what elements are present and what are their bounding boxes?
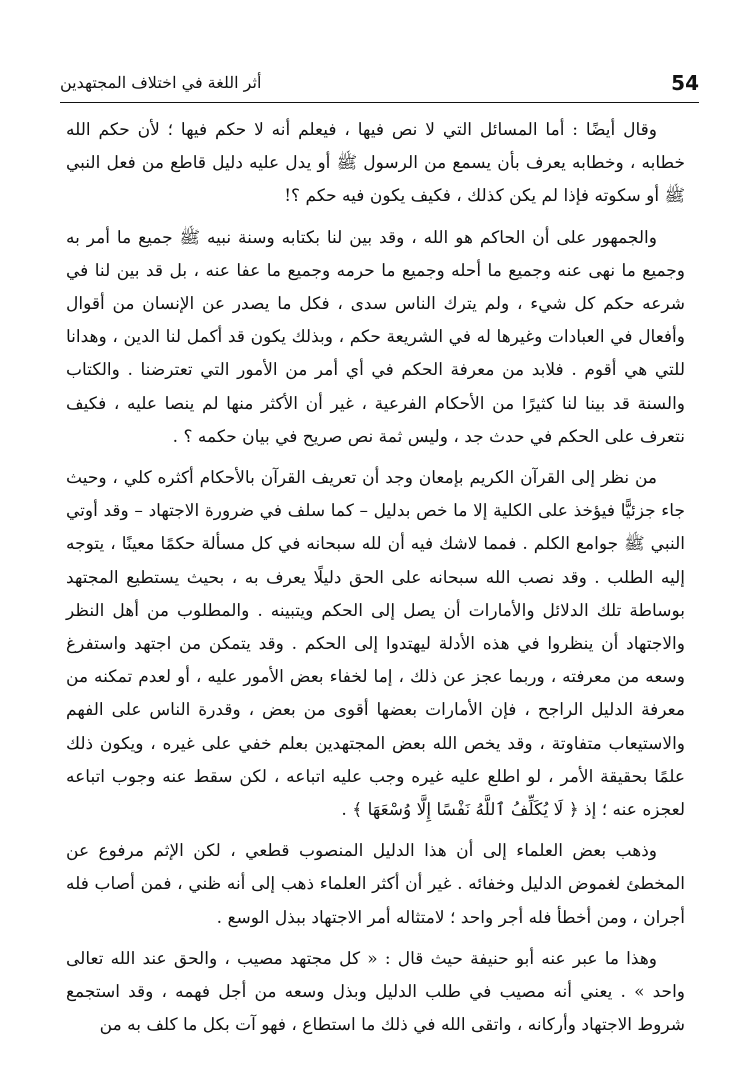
running-title: أثر اللغة في اختلاف المجتهدين — [60, 73, 262, 92]
paragraph: وذهب بعض العلماء إلى أن هذا الدليل المنصوب قطعي ، لكن الإثم مرفوع عن المخطئ لغموض الدليل وخفائه . غير أن أكثر العلماء ذهب إلى أنه ظني ، فمن أصاب فله أجران ، ومن أخطأ فله أجر واحد ؛ لامتثاله أمر الاجتهاد ببذل الوسع . — [66, 841, 685, 928]
paragraph: وهذا ما عبر عنه أبو حنيفة حيث قال : « كل مجتهد مصيب ، والحق عند الله تعالى واحد » . يعني أنه مصيب في طلب الدليل وبذل وسعه من أجل فهمه ، وقد استجمع شروط الاجتهاد وأركانه ، واتقى الله في ذلك ما استطاع ، فهو آت بكل ما كلف به من — [66, 948, 685, 1036]
paragraph: والجمهور على أن الحاكم هو الله ، وقد بين لنا بكتابه وسنة نبيه ﷺ جميع ما أمر به وجميع ما نهى عنه وجميع ما أحله وجميع ما حرمه وجميع ما عفا عنه ، بل قد بين لنا في شرعه حكم كل شيء ، ولم يترك الناس سدى ، فكل ما يصدر عن الإنسان من أقوال وأفعال في العبادات وغيرها له في الشريعة حكم ، وبذلك يكون قد أكمل لنا الدين ، وهدانا للتي هي أقوم . فلابد من معرفة الحكم في أي أمر من الأمور التي تعترضنا . والكتاب والسنة قد بينا لنا كثيرًا من الأحكام الفرعية ، غير أن الأكثر منها لم ينصا عليه ، فكيف نتعرف على الحكم في حدث جد ، وليس ثمة نص صريح في بيان حكمه ؟ . — [66, 227, 685, 447]
paragraph: وقال أيضًا : أما المسائل التي لا نص فيها ، فيعلم أنه لا حكم فيها ؛ لأن حكم الله خطابه ، وخطابه يعرف بأن يسمع من الرسول ﷺ أو يدل عليه دليل قاطع من فعل النبي ﷺ أو سكوته فإذا لم يكن كذلك ، فكيف يكون فيه حكم ؟! — [66, 120, 685, 207]
page-header — [60, 62, 699, 103]
page-number: 54 — [671, 71, 699, 95]
page-body — [66, 114, 685, 1050]
paragraph: من نظر إلى القرآن الكريم بإمعان وجد أن تعريف القرآن بالأحكام أكثره كلي ، وحيث جاء جزئيًّا فيؤخذ على الكلية إلا ما خص بدليل – كما سلف في ضرورة الاجتهاد – وقد أوتي النبي ﷺ جوامع الكلم . فمما لاشك فيه أن لله سبحانه في كل مسألة حكمًا معينًا ، يتوجه إليه الطلب . وقد نصب الله سبحانه على الحق دليلًا يعرف به ، بحيث يستطيع المجتهد بوساطة تلك الدلائل والأمارات أن يصل إلى الحكم ويتبينه . والمطلوب من أهل النظر والاجتهاد أن ينظروا في هذه الأدلة ليهتدوا إلى الحكم . وقد يتمكن من اجتهد واستفرغ وسعه من معرفته ، وربما عجز عن ذلك ، إما لخفاء بعض الأمور عليه ، أو لعدم تمكنه من معرفة الدليل الراجح ، فإن الأمارات بعضها أقوى من بعض ، وقدرة الناس على الفهم والاستيعاب متفاوتة ، وقد يخص الله بعض المجتهدين بعلم خفي على غيره ، ويكون ذلك علمًا بحقيقة الأمر ، لو اطلع عليه غيره وجب عليه اتباعه ، لكن سقط عنه وجوب اتباعه لعجزه عنه ؛ إذ ﴿ لَا يُكَلِّفُ ٱللَّهُ نَفْسًا إِلَّا وُسْعَهَا ﴾ . — [66, 468, 685, 821]
